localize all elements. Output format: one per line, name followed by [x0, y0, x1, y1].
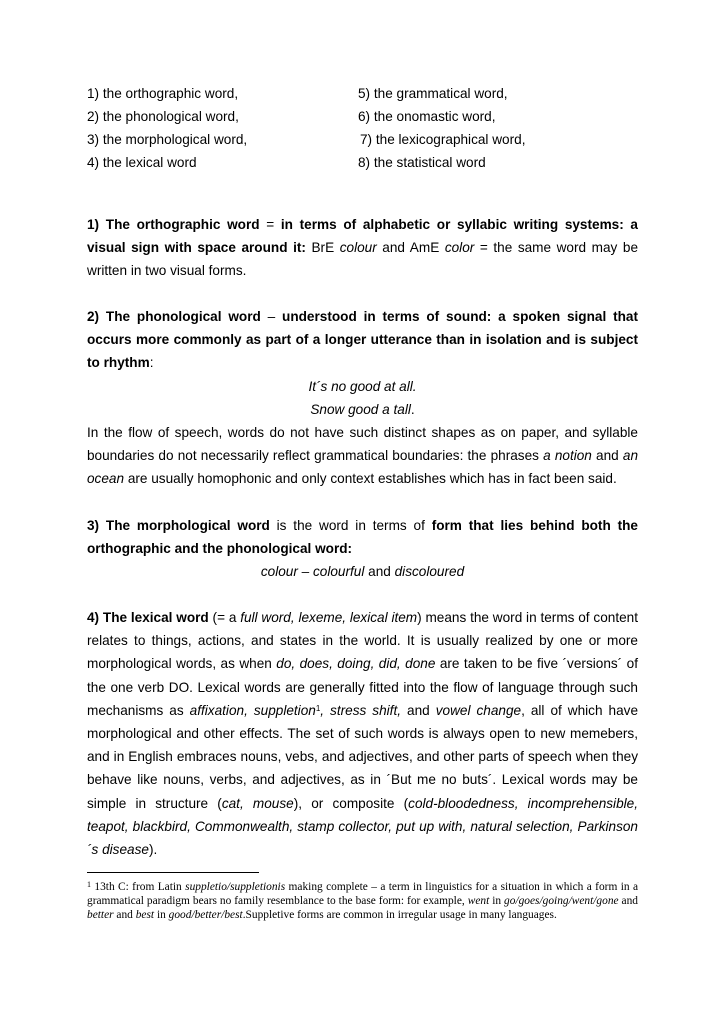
example-term: better — [87, 909, 114, 921]
text-span: in — [154, 909, 169, 921]
example-term: suppletio/suppletionis — [185, 881, 286, 893]
list-item: 3) the morphological word, — [87, 132, 248, 147]
example-line — [87, 375, 638, 398]
example-term: colour — [339, 240, 377, 256]
definition: understood in terms of sound: a spoken signal that occurs more commonly as part of a longer utterance than in isolation and is subject to rhythm — [87, 309, 638, 371]
paragraph-body — [87, 421, 638, 491]
text-span: and — [401, 702, 436, 718]
text-span: and — [618, 895, 638, 907]
example-term: cold-bloodedness, incomprehensible, teapot, blackbird, Commonwealth, stamp collector, put up with, natural selection, Parkinson´s disease — [87, 795, 638, 858]
section-heading: 2) The phonological word — [87, 309, 261, 324]
text-span: In the flow of speech, words do not have such distinct shapes as on paper, and syllable boundaries do not necessarily reflect grammatical boundaries: the phrases — [87, 425, 638, 464]
paragraph-morphological-word — [87, 514, 638, 584]
example-term: discoloured — [394, 564, 465, 580]
footnote — [87, 880, 638, 922]
text-span: ) means the word in terms of content relates to things, actions, and states in the world. It is usually realized by one or more morphological words, as when — [87, 610, 638, 672]
text-span: is the word in terms of — [269, 518, 432, 533]
text-span: : — [149, 355, 154, 371]
example-term: colour – colourful — [260, 564, 365, 580]
word-types-list — [87, 84, 647, 176]
text-span: = — [259, 217, 281, 232]
text-span: = the same word may be written in two visual forms. — [87, 240, 639, 279]
text-span: are taken to be five ´versions´ of the one verb DO. Lexical words are generally fitted into the flow of language through such mechanisms as — [87, 656, 638, 718]
text-span: .Suppletive forms are common in irregular usage in many languages. — [242, 909, 557, 921]
example-term: best — [135, 909, 155, 921]
text-span: ), or composite ( — [293, 795, 409, 811]
example-line — [87, 560, 638, 583]
list-row — [87, 107, 647, 130]
list-item: 5) the grammatical word, — [358, 86, 508, 101]
text-span: ). — [148, 842, 158, 858]
example-term: went — [467, 895, 490, 907]
footnote-number: 1 — [87, 880, 91, 889]
example-sentence: It´s no good at all. — [308, 378, 417, 394]
text-span: are usually homophonic and only context establishes which has in fact been said. — [124, 471, 617, 487]
list-item: 2) the phonological word, — [87, 109, 239, 124]
text-span: (= a — [208, 610, 241, 625]
definition: form that lies behind both the orthographic and the phonological word: — [87, 518, 638, 557]
section-heading: 4) The lexical word — [87, 610, 209, 625]
list-item: 7) the lexicographical word, — [360, 132, 526, 147]
list-item: 4) the lexical word — [87, 155, 197, 170]
text-span: 13th C: from Latin — [91, 881, 186, 893]
text-span: BrE — [305, 240, 340, 256]
example-term: full word, lexeme, lexical item — [240, 610, 418, 625]
example-sentence: Snow good a tall — [310, 401, 411, 417]
list-item: 8) the statistical word — [358, 155, 486, 170]
example-term: affixation, suppletion — [189, 702, 316, 718]
paragraph-lexical-word — [87, 606, 638, 861]
definition: in terms of alphabetic or syllabic writing systems: a visual sign with space around it: — [87, 217, 638, 256]
example-term: cat, mouse — [221, 795, 294, 811]
list-row — [87, 130, 647, 153]
text-span: in — [489, 895, 505, 907]
example-term: good/better/best — [168, 909, 243, 921]
list-row — [87, 153, 647, 176]
example-term: vowel change — [435, 702, 522, 718]
text-span: and — [364, 564, 395, 580]
text-span: . — [410, 401, 415, 417]
example-term: an ocean — [87, 448, 639, 487]
footnote-separator — [87, 872, 259, 873]
example-term: color — [444, 240, 475, 256]
list-item: 1) the orthographic word, — [87, 86, 239, 101]
text-span: and — [113, 909, 136, 921]
paragraph-phonological-word — [87, 305, 638, 491]
text-span: and AmE — [376, 240, 445, 256]
section-heading: 3) The morphological word — [87, 518, 270, 533]
example-term: a notion — [543, 448, 592, 464]
example-term: go/goes/going/went/gone — [504, 895, 619, 907]
example-term: do, does, doing, did, done — [276, 656, 436, 672]
section-heading: 1) The orthographic word — [87, 217, 260, 232]
list-item: 6) the onomastic word, — [358, 109, 496, 124]
text-span: , all of which have morphological and other effects. The set of such words is always open to new memebers, and in English embraces nouns, vebs, and adjectives, and other parts of speech when they behave like nouns, verbs, and adjectives, as in ´But me no buts´. Lexical words may be simple in structure ( — [87, 702, 639, 811]
footnote-marker: 1 — [315, 703, 321, 713]
list-row — [87, 84, 647, 107]
text-span: – — [260, 309, 283, 324]
text-span: making complete – a term in linguistics for a situation in which a form in a grammatical paradigm bears no family resemblance to the base form: for example, — [87, 881, 639, 907]
example-line — [87, 398, 638, 421]
paragraph-orthographic-word — [87, 213, 638, 283]
example-term: , stress shift, — [320, 702, 402, 718]
text-span: and — [591, 448, 623, 464]
